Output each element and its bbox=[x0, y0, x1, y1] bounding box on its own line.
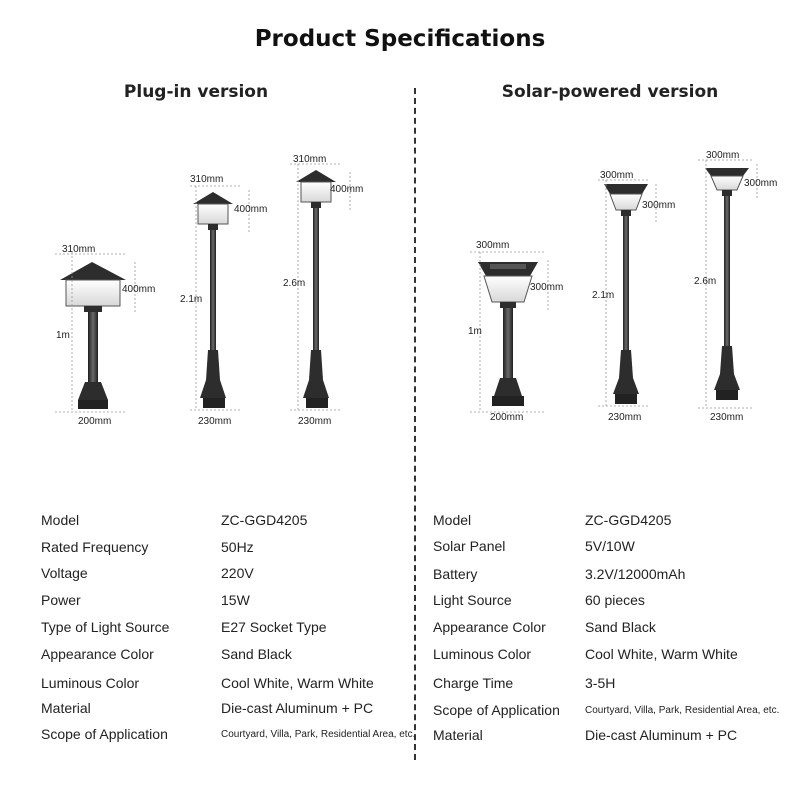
plugin-spec-table bbox=[41, 512, 416, 752]
plugin-lamp2-width: 310mm bbox=[190, 174, 224, 185]
plugin-lamp3-base: 230mm bbox=[298, 416, 332, 427]
spec-value: Courtyard, Villa, Park, Residential Area, etc. bbox=[585, 705, 780, 716]
solar-lamp3-width: 300mm bbox=[706, 150, 740, 161]
plugin-lamp3-head-height: 400mm bbox=[330, 184, 364, 195]
spec-label: Material bbox=[41, 700, 91, 716]
plugin-lamp3-height: 2.6m bbox=[283, 278, 306, 289]
spec-label: Scope of Application bbox=[41, 726, 168, 742]
plugin-lamp1-base: 200mm bbox=[78, 416, 112, 427]
spec-label: Light Source bbox=[433, 592, 512, 608]
spec-value: Die-cast Aluminum + PC bbox=[585, 727, 738, 743]
plugin-lamp1-height: 1m bbox=[56, 330, 70, 341]
spec-label: Scope of Application bbox=[433, 702, 560, 718]
solar-lamp2-width: 300mm bbox=[600, 170, 634, 181]
solar-spec-table bbox=[433, 512, 793, 752]
spec-label: Appearance Color bbox=[433, 619, 546, 635]
spec-value: Cool White, Warm White bbox=[221, 675, 374, 691]
spec-label: Material bbox=[433, 727, 483, 743]
spec-label: Voltage bbox=[41, 565, 88, 581]
spec-value: 3.2V/12000mAh bbox=[585, 566, 686, 582]
plugin-lamp2-base: 230mm bbox=[198, 416, 232, 427]
plugin-lamp2-head-height: 400mm bbox=[234, 204, 268, 215]
spec-value: E27 Socket Type bbox=[221, 619, 327, 635]
spec-label: Type of Light Source bbox=[41, 619, 170, 635]
spec-value: Cool White, Warm White bbox=[585, 646, 738, 662]
spec-value: 15W bbox=[221, 592, 250, 608]
spec-value: ZC-GGD4205 bbox=[585, 512, 672, 528]
spec-value: 60 pieces bbox=[585, 592, 645, 608]
spec-label: Luminous Color bbox=[41, 675, 140, 691]
spec-value: Sand Black bbox=[585, 619, 656, 635]
spec-label: Model bbox=[433, 512, 472, 528]
spec-value: Die-cast Aluminum + PC bbox=[221, 700, 374, 716]
solar-lamp1-width: 300mm bbox=[476, 240, 510, 251]
solar-lamp1-head-height: 300mm bbox=[530, 282, 564, 293]
spec-value: Courtyard, Villa, Park, Residential Area, etc. bbox=[221, 729, 416, 740]
spec-label: Solar Panel bbox=[433, 538, 506, 554]
spec-label: Charge Time bbox=[433, 675, 514, 691]
spec-label: Luminous Color bbox=[433, 646, 532, 662]
solar-lamp1-height: 1m bbox=[468, 326, 482, 337]
solar-lamp3-height: 2.6m bbox=[694, 276, 717, 287]
plugin-lamp-2-6m bbox=[296, 170, 336, 408]
spec-value: 5V/10W bbox=[585, 538, 635, 554]
spec-value: ZC-GGD4205 bbox=[221, 512, 308, 528]
plugin-lamp1-width: 310mm bbox=[62, 244, 96, 255]
spec-label: Battery bbox=[433, 566, 478, 582]
solar-version-heading: Solar-powered version bbox=[501, 82, 719, 102]
solar-lamp2-height: 2.1m bbox=[592, 290, 615, 301]
spec-label: Power bbox=[41, 592, 81, 608]
spec-value: 50Hz bbox=[221, 539, 254, 555]
solar-lamp3-head-height: 300mm bbox=[744, 178, 778, 189]
spec-value: Sand Black bbox=[221, 646, 292, 662]
spec-label: Appearance Color bbox=[41, 646, 154, 662]
spec-value: 220V bbox=[221, 565, 254, 581]
plugin-lamp3-width: 310mm bbox=[293, 154, 327, 165]
plugin-version-heading: Plug-in version bbox=[123, 82, 269, 102]
page-title: Product Specifications bbox=[254, 26, 546, 52]
solar-lamp3-base: 230mm bbox=[710, 412, 744, 423]
solar-lamp1-base: 200mm bbox=[490, 412, 524, 423]
spec-label: Model bbox=[41, 512, 80, 528]
spec-value: 3-5H bbox=[585, 675, 616, 691]
plugin-lamp1-head-height: 400mm bbox=[122, 284, 156, 295]
spec-label: Rated Frequency bbox=[41, 539, 149, 555]
plugin-lamp2-height: 2.1m bbox=[180, 294, 203, 305]
solar-lamp-1m bbox=[478, 262, 538, 406]
solar-lamp2-base: 230mm bbox=[608, 412, 642, 423]
solar-lamp2-head-height: 300mm bbox=[642, 200, 676, 211]
